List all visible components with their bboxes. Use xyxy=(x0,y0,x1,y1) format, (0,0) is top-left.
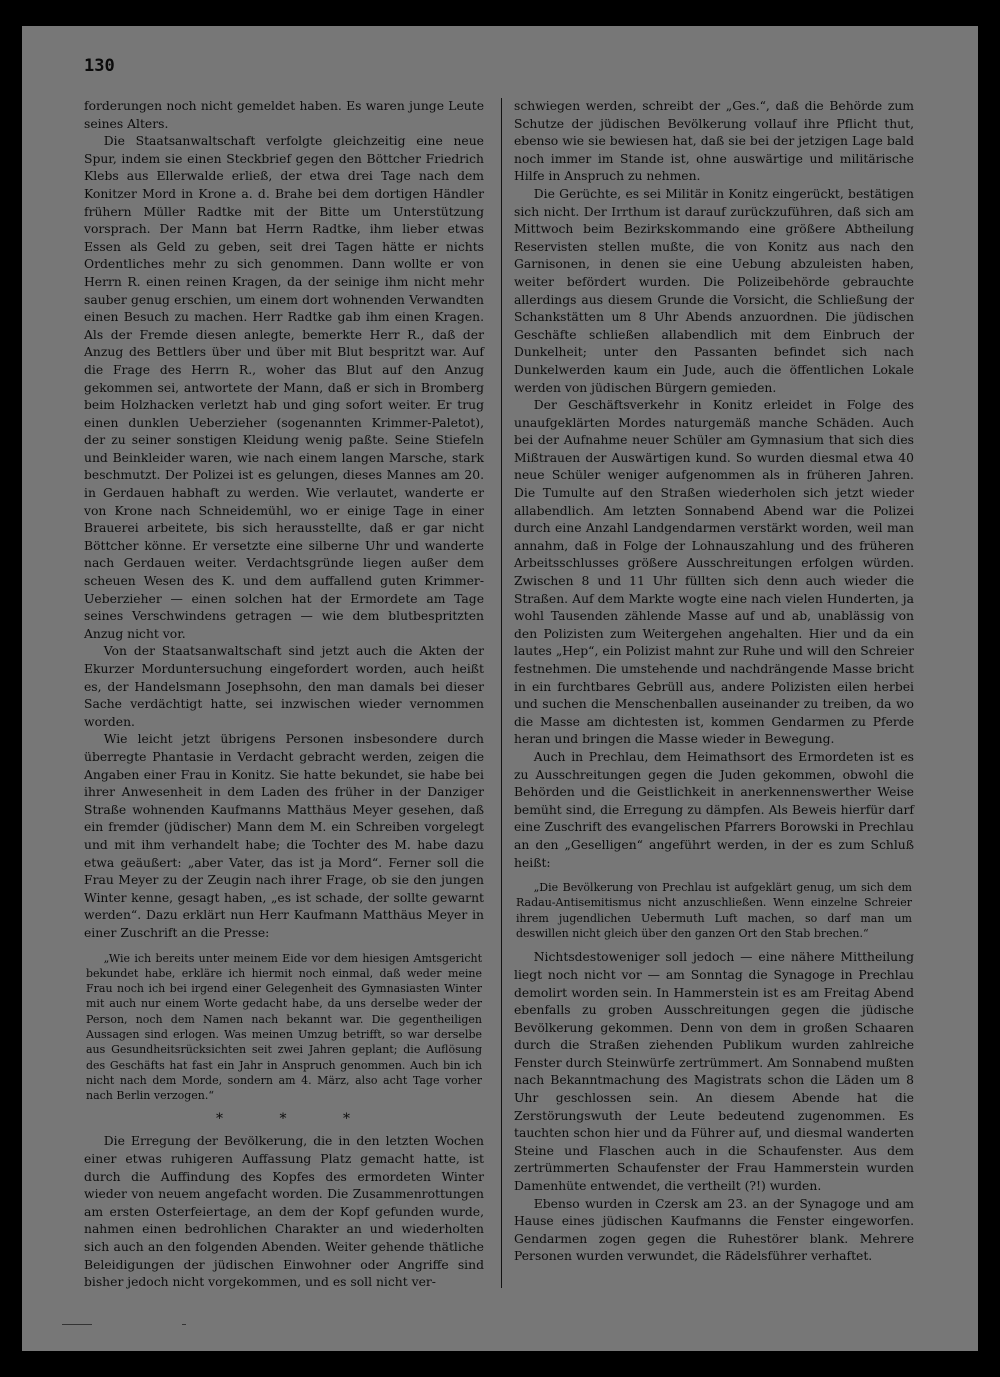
column-divider xyxy=(501,98,502,1288)
left-column xyxy=(84,98,484,1292)
paragraph: Die Gerüchte, es sei Militär in Konitz eingerückt, bestätigen sich nicht. Der Irrthum ist darauf zurückzuführen, daß sich am Mittwoch beim Bezirkskommando eine größere Abtheilung Reservisten stellen mußte, die von Konitz aus nach den Garnisonen, in denen sie eine Uebung abzuleisten haben, weiter befördert wurden. Die Polizeibehörde gebrauchte allerdings aus diesem Grunde die Vorsicht, die Schließung der Schankstätten um 8 Uhr Abends anzuordnen. Die jüdischen Geschäfte schließen allabendlich mit dem Einbruch der Dunkelheit; unter den Passanten befindet sich nach Dunkelwerden kaum ein Jude, auch die öffentlichen Lokale werden von jüdischen Bürgern gemieden. xyxy=(514,186,914,395)
paragraph: Ebenso wurden in Czersk am 23. an der Synagoge und am Hause eines jüdischen Kaufmanns die Fenster eingeworfen. Gendarmen zogen gegen die Ruhestörer blank. Mehrere Personen wurden verwundet, die Rädelsführer verhaftet. xyxy=(514,1196,914,1264)
footer-mark xyxy=(62,1324,92,1325)
paragraph: Die Erregung der Bevölkerung, die in den letzten Wochen einer etwas ruhigeren Auffassung Platz gemacht hatte, ist durch die Auffindung des Kopfes des ermordeten Winter wieder von neuem angefacht worden. Die Zusammenrottungen am ersten Osterfeiertage, an dem der Kopf gefunden wurde, nahmen einen bedrohlichen Charakter an und wiederholten sich auch an den folgenden Abenden. Weiter gehende thätliche Beleidigungen der jüdischen Einwohner oder Angriffe sind bisher jedoch nicht vorgekommen, und es soll nicht ver- xyxy=(84,1134,484,1290)
paragraph: schwiegen werden, schreibt der „Ges.“, daß die Behörde zum Schutze der jüdischen Bevölkerung vollauf ihre Pflicht thut, ebenso wie sie bewiesen hat, daß sie bei der jetzigen Lage bald noch immer im Stande ist, ohne auswärtige und militärische Hilfe in Anspruch zu nehmen. xyxy=(514,99,914,184)
paragraph: Der Geschäftsverkehr in Konitz erleidet in Folge des unaufgeklärten Mordes naturgemäß manche Schäden. Auch bei der Aufnahme neuer Schüler am Gymnasium that sich dies Mißtrauen der Auswärtigen kund. So wurden diesmal etwa 40 neue Schüler weniger aufgenommen als in früheren Jahren. Die Tumulte auf den Straßen wiederholen sich jetzt wieder allabendlich. Am letzten Sonnabend Abend war die Polizei durch eine Anzahl Landgendarmen verstärkt worden, weil man annahm, daß in Folge der Lohnauszahlung und des früheren Arbeitsschlusses größere Ausschreitungen erfolgen würden. Zwischen 8 und 11 Uhr füllten sich denn auch wieder die Straßen. Auf dem Markte wogte eine nach vielen Hunderten, ja wohl Tausenden zählende Masse auf und ab, unablässig von den Polizisten zum Weitergehen angehalten. Hier und da ein lautes „Hep“, ein Polizist mahnt zur Ruhe und will den Schreier festnehmen. Die umstehende und nachdrängende Masse bricht in ein furchtbares Gebrüll aus, andere Polizisten eilen herbei und suchen die Menschenballen auseinander zu treiben, da wo die Masse am dichtesten ist, kommen Gendarmen zu Pferde heran und bringen die Masse wieder in Bewegung. xyxy=(514,398,914,747)
footer-mark xyxy=(182,1324,186,1325)
paragraph: Nichtsdestoweniger soll jedoch — eine nähere Mittheilung liegt noch nicht vor — am Sonntag die Synagoge in Prechlau demolirt worden sein. In Hammerstein ist es am Freitag Abend ebenfalls zu groben Ausschreitungen gegen die jüdische Bevölkerung gekommen. Denn von dem in großen Schaaren durch die Straßen ziehenden Publikum wurden zahlreiche Fenster durch Steinwürfe zertrümmert. Am Sonnabend mußten nach Bekanntmachung des Magistrats schon die Läden um 8 Uhr geschlossen sein. An diesem Abende hat die Zerstörungswuth der Leute bedeutend zugenommen. Es tauchten schon hier und da Führer auf, und diesmal wanderten Steine und Flaschen auch in die Schaufenster. Aus dem zertrümmerten Schaufenster der Frau Hammerstein wurden Damenhüte entwendet, die vertheilt (?!) wurden. xyxy=(514,950,914,1194)
right-column xyxy=(514,98,914,1266)
newspaper-page xyxy=(22,26,978,1351)
quoted-letter: „Wie ich bereits unter meinem Eide vor dem hiesigen Amtsgericht bekundet habe, erkläre ich hiermit noch einmal, daß weder meine Frau noch ich bei irgend einer Gelegenheit des Gymnasiasten Winter mit auch nur einem Worte gedacht habe, da uns derselbe weder der Person, noch dem Namen nach bekannt war. Die gegentheiligen Aussagen sind erlogen. Was meinen Umzug betrifft, so war derselbe aus Gesundheitsrücksichten seit zwei Jahren geplant; die Auflösung des Geschäfts hat fast ein Jahr in Anspruch genommen. Auch bin ich nicht nach dem Morde, sondern am 4. März, also acht Tage vorher nach Berlin verzogen.“ xyxy=(86,951,482,1103)
paragraph: forderungen noch nicht gemeldet haben. Es waren junge Leute seines Alters. xyxy=(84,99,484,131)
section-divider-stars: * * * xyxy=(216,1111,376,1128)
paragraph: Die Staatsanwaltschaft verfolgte gleichzeitig eine neue Spur, indem sie einen Steckbrief gegen den Böttcher Friedrich Klebs aus Ellerwalde erließ, der etwa drei Tage nach dem Konitzer Mord in Krone a. d. Brahe bei dem dortigen Händler frühern Müller Radtke mit der Bitte um Unterstützung vorsprach. Der Mann bat Herrn Radtke, ihm lieber etwas Essen als Geld zu geben, seit drei Tagen hätte er nichts Ordentliches mehr zu sich genommen. Dann wollte er von Herrn R. einen reinen Kragen, da der seinige ihm nicht mehr sauber genug erschien, um einem dort wohnenden Verwandten einen Besuch zu machen. Herr Radtke gab ihm einen Kragen. Als der Fremde diesen anlegte, bemerkte Herr R., daß der Anzug des Bettlers über und über mit Blut bespritzt war. Auf die Frage des Herrn R., woher das Blut auf den Anzug gekommen sei, antwortete der Mann, daß er sich in Bromberg beim Holzhacken verletzt hab und ging sofort weiter. Er trug einen dunklen Ueberzieher (sogenannten Krimmer-Paletot), der zu seiner sonstigen Kleidung wenig paßte. Seine Stiefeln und Beinkleider waren, wie nach einem langen Marsche, stark beschmutzt. Der Polizei ist es gelungen, dieses Mannes am 20. in Gerdauen habhaft zu werden. Wie verlautet, wanderte er von Krone nach Schneidemühl, wo er einige Tage in einer Brauerei arbeitete, bis sich herausstellte, daß er gar nicht Böttcher könne. Er versetzte eine silberne Uhr und wanderte nach Gerdauen weiter. Verdachtsgründe liegen außer dem scheuen Wesen des K. und dem auffallend guten Krimmer-Ueberzieher — einen solchen hat der Ermordete am Tage seines Verschwindens getragen — wie dem blutbespritzten Anzug nicht vor. xyxy=(84,134,484,641)
paragraph: Von der Staatsanwaltschaft sind jetzt auch die Akten der Ekurzer Morduntersuchung eingefordert worden, auch heißt es, der Handelsmann Josephsohn, den man damals bei dieser Sache verdächtigt hatte, sei inzwischen wieder vernommen worden. xyxy=(84,644,484,729)
quoted-letter: „Die Bevölkerung von Prechlau ist aufgeklärt genug, um sich dem Radau-Antisemitismus nicht anzuschließen. Wenn einzelne Schreier ihrem jugendlichen Uebermuth Luft machen, so darf man um deswillen nicht gleich über den ganzen Ort den Stab brechen.“ xyxy=(516,881,912,941)
paragraph: Auch in Prechlau, dem Heimathsort des Ermordeten ist es zu Ausschreitungen gegen die Juden gekommen, obwohl die Behörden und die Geistlichkeit in anerkennenswerther Weise bemüht sind, die Erregung zu dämpfen. Als Beweis hierfür darf eine Zuschrift des evangelischen Pfarrers Borowski in Prechlau an den „Geselligen“ angeführt werden, in der es zum Schluß heißt: xyxy=(514,749,914,870)
paragraph: Wie leicht jetzt übrigens Personen insbesondere durch überregte Phantasie in Verdacht gebracht werden, zeigen die Angaben einer Frau in Konitz. Sie hatte bekundet, sie habe bei ihrer Anwesenheit in dem Laden des früher in der Danziger Straße wohnenden Kaufmanns Matthäus Meyer gesehen, daß ein fremder (jüdischer) Mann dem M. ein Schreiben vorgelegt und mit ihm verhandelt habe; die Tochter des M. habe dazu etwa geäußert: „aber Vater, das ist ja Mord“. Ferner soll die Frau Meyer zu der Zeugin nach ihrer Frage, ob sie den jungen Winter kenne, gesagt haben, „es ist schade, der sollte gewarnt werden“. Dazu erklärt nun Herr Kaufmann Matthäus Meyer in einer Zuschrift an die Presse: xyxy=(84,732,484,940)
page-number: 130 xyxy=(84,56,115,76)
